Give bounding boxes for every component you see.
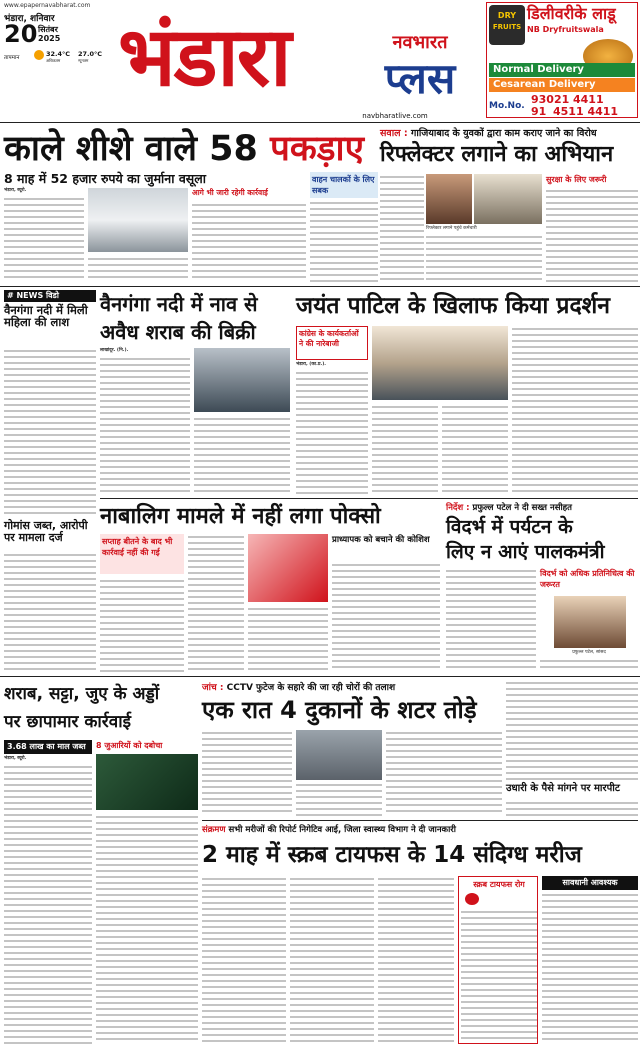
pocso-body-col2 [188,534,244,672]
logo-text-mid: FRUITS [492,23,522,31]
raid-body-col2 [96,814,198,1044]
nirdesh-headline-1: विदर्भ में पर्यटन के [446,516,573,538]
lead-byline-text: भंडारा, ब्यूरो. [4,188,27,193]
logo-text-top: DRY [497,11,517,20]
brand-subtitle-1: नवभारत [392,32,448,53]
nirdesh-side: विदर्भ को अधिक प्रतिनिधित्व की जरूरत [540,569,635,589]
sawal-caption: रिफ्लेक्टर लगाने पहुंचे कर्मचारी [426,226,477,231]
nirdesh-headline-2: लिए न आएं पालकमंत्री [446,541,605,563]
cctv-text: CCTV फुटेज के सहारे की जा रही चोरों की तलाश [226,683,396,693]
scrub-text: सभी मरीजों की रिपोर्ट निगेटिव आई, जिला स्वास्थ्य विभाग ने दी जानकारी [228,825,456,835]
scrub-bar [202,824,638,836]
sawal-body-col1 [380,174,424,282]
scrub-side-body [542,892,638,1044]
lead-headline-part1: काले शीशे वाले 58 [4,129,271,169]
portrait-photo [426,174,472,224]
scrub-body-col2 [290,876,374,1044]
ad-line-cesarean: Cesarean Delivery [489,78,635,92]
pocso-callout: सप्ताह बीतने के बाद भी कार्रवाई नहीं की गई [100,534,184,574]
jayant-body-col1 [296,370,368,494]
ad-num2-a: 91 [531,105,547,118]
jayant-body-col3 [442,404,508,494]
date-number: 20 [4,20,38,48]
lead-headline-part2: पकड़ाए [270,129,364,169]
gomas-body [4,552,96,672]
lead-body-col3 [192,202,306,282]
nirdesh-bar [446,502,638,514]
brand-title: भंडारा [118,10,290,105]
sawal-body-col2 [426,234,542,282]
lead-side-head: आगे भी जारी रहेगी कार्रवाई [192,188,268,197]
wainganga-body [4,348,96,516]
scrub-body-col1 [202,876,286,1044]
wainganga-headline: वैनगंगा नदी में मिली महिला की लाश [4,303,88,330]
sawal-bar [380,126,638,139]
raid-byline-text: भंडारा, ब्यूरो. [4,756,27,761]
cctv-bar [202,680,502,692]
boat-byline [100,348,190,356]
jayant-body-col2 [372,404,438,494]
pocso-headline: नाबालिग मामले में नहीं लगा पोक्सो [100,504,381,529]
lead-body-col4 [310,200,378,282]
cctv-body-col3 [386,730,502,816]
news-label [4,290,96,302]
scrub-side: सावधानी आवश्यक [542,876,638,890]
ad-num1-b: 4411 [573,93,604,106]
jayant-byline [296,362,368,370]
ad-line-normal: Normal Delivery [489,63,635,77]
lead-headline [4,126,374,172]
website-url[interactable]: www.epapernavabharat.com [4,2,91,9]
raid-headline [4,680,198,736]
scrub-box [458,876,538,1044]
news-label-sub: विडो [46,291,59,300]
raid-amount: 3.68 लाख का माल जब्त [4,740,92,754]
shop-photo [296,730,382,780]
brand-url[interactable]: navbharatlive.com [362,112,428,120]
nirdesh-label: निर्देश : [446,503,470,513]
sawal-label: सवाल : [380,128,408,139]
lead-body-col1 [4,196,84,282]
jayant-body-col4 [512,326,638,494]
jayant-byline-text: भंडारा, (का.प्र.). [296,362,327,367]
cards-photo [96,754,198,810]
cctv-body-col1 [202,730,292,816]
nirdesh-headline [446,515,638,565]
weather-label: तापमान [4,55,20,61]
date-year: 2025 [38,34,61,43]
raid-headline-1: शराब, सट्टा, जुए के अड्डों [4,684,160,704]
ad-box[interactable] [486,2,638,118]
temp-min: 27.0°C [78,50,103,58]
sun-icon [34,50,44,60]
boat-headline-2: अवैध शराब की बिक्री [100,320,256,344]
raid-side: 8 जुआरियों को दबोचा [96,741,163,750]
pocso-callout-2: प्राध्यापक को बचाने की कोशिश [332,535,430,545]
boat-headline [100,290,290,346]
sawal-body-col3 [546,188,638,282]
lead-body-col2 [88,256,188,282]
boat-photo [194,348,290,412]
city-day: भंडारा, शनिवार [4,14,55,24]
pocso-body-col1 [100,578,184,672]
protest-photo [372,326,508,400]
date-month: सितंबर [38,25,58,34]
misc-body [506,680,638,780]
patel-photo [554,596,626,648]
cctv-body-col2 [296,782,382,816]
sawal-text: गाजियाबाद के युवकों द्वारा काम कराए जाने का विरोध [411,128,597,139]
lead-callout: वाहन चालकों के लिए सबक [310,172,378,198]
temp-max-label: अधिकतम [46,58,61,63]
temp-max: 32.4°C [46,50,71,58]
sawal-tagline: सुरक्षा के लिए जरूरी [546,175,607,184]
scrub-box-body [461,909,537,1041]
nirdesh-text: प्रफुल्ल पटेल ने दी सख्त नसीहत [472,503,573,513]
scrub-body-col3 [378,876,454,1044]
ad-headline: डिलीवरीके लाडू [527,4,616,23]
brand-subtitle-2: प्लस [384,54,456,103]
scrub-label: संक्रमण [202,825,226,835]
patel-caption: प्रफुल्ल पटेल, सांसद [572,650,606,655]
ad-mo-label: Mo.No. [489,101,525,111]
boat-body-col1 [100,356,190,494]
jayant-headline: जयंत पाटिल के खिलाफ किया प्रदर्शन [296,293,611,319]
udhari-body [506,800,638,816]
scrub-headline: 2 माह में स्क्रब टायफस के 14 संदिग्ध मरीज [202,842,582,868]
car-photo [88,188,188,252]
ad-brand-name: NB Dryfruitswala [527,25,604,34]
news-label-text: # NEWS [7,291,44,300]
temp-min-label: न्यूनतम [78,58,89,63]
udhari-headline: उधारी के पैसे मांगने पर मारपीट [506,783,620,794]
reflector-photo [474,174,542,224]
sawal-headline: रिफ्लेक्टर लगाने का अभियान [380,142,614,167]
raid-headline-2: पर छापामार कार्रवाई [4,712,131,732]
cctv-label: जांच : [202,683,224,693]
lead-subhead: 8 माह में 52 हजार रुपये का जुर्माना वसूला [4,171,206,186]
virus-icon [465,893,479,905]
boat-byline-text: लाखांदूर. (नि.). [100,348,129,353]
pocso-body-col4 [332,562,440,672]
ad-num2-b: 4511 4411 [553,105,619,118]
dryfruit-logo [489,5,525,45]
cctv-headline: एक रात 4 दुकानों के शटर तोड़े [202,696,477,724]
pocso-body-col3 [248,606,328,672]
boat-body-col2 [194,416,290,494]
gomas-headline: गोमांस जब्त, आरोपी पर मामला दर्ज [4,519,88,544]
pocso-illustration [248,534,328,602]
scrub-box-title: स्क्रब टायफस रोग [473,880,525,889]
boat-headline-1: वैनगंगा नदी में नाव से [100,292,258,316]
ad-num1-a: 93021 [531,93,570,106]
nirdesh-body-col1 [446,568,536,672]
raid-byline [4,756,92,764]
raid-body-col1 [4,764,92,1044]
jayant-callout: कांग्रेस के कार्यकर्ताओं ने की नारेबाजी [296,326,368,360]
nirdesh-body-col2 [540,658,638,672]
